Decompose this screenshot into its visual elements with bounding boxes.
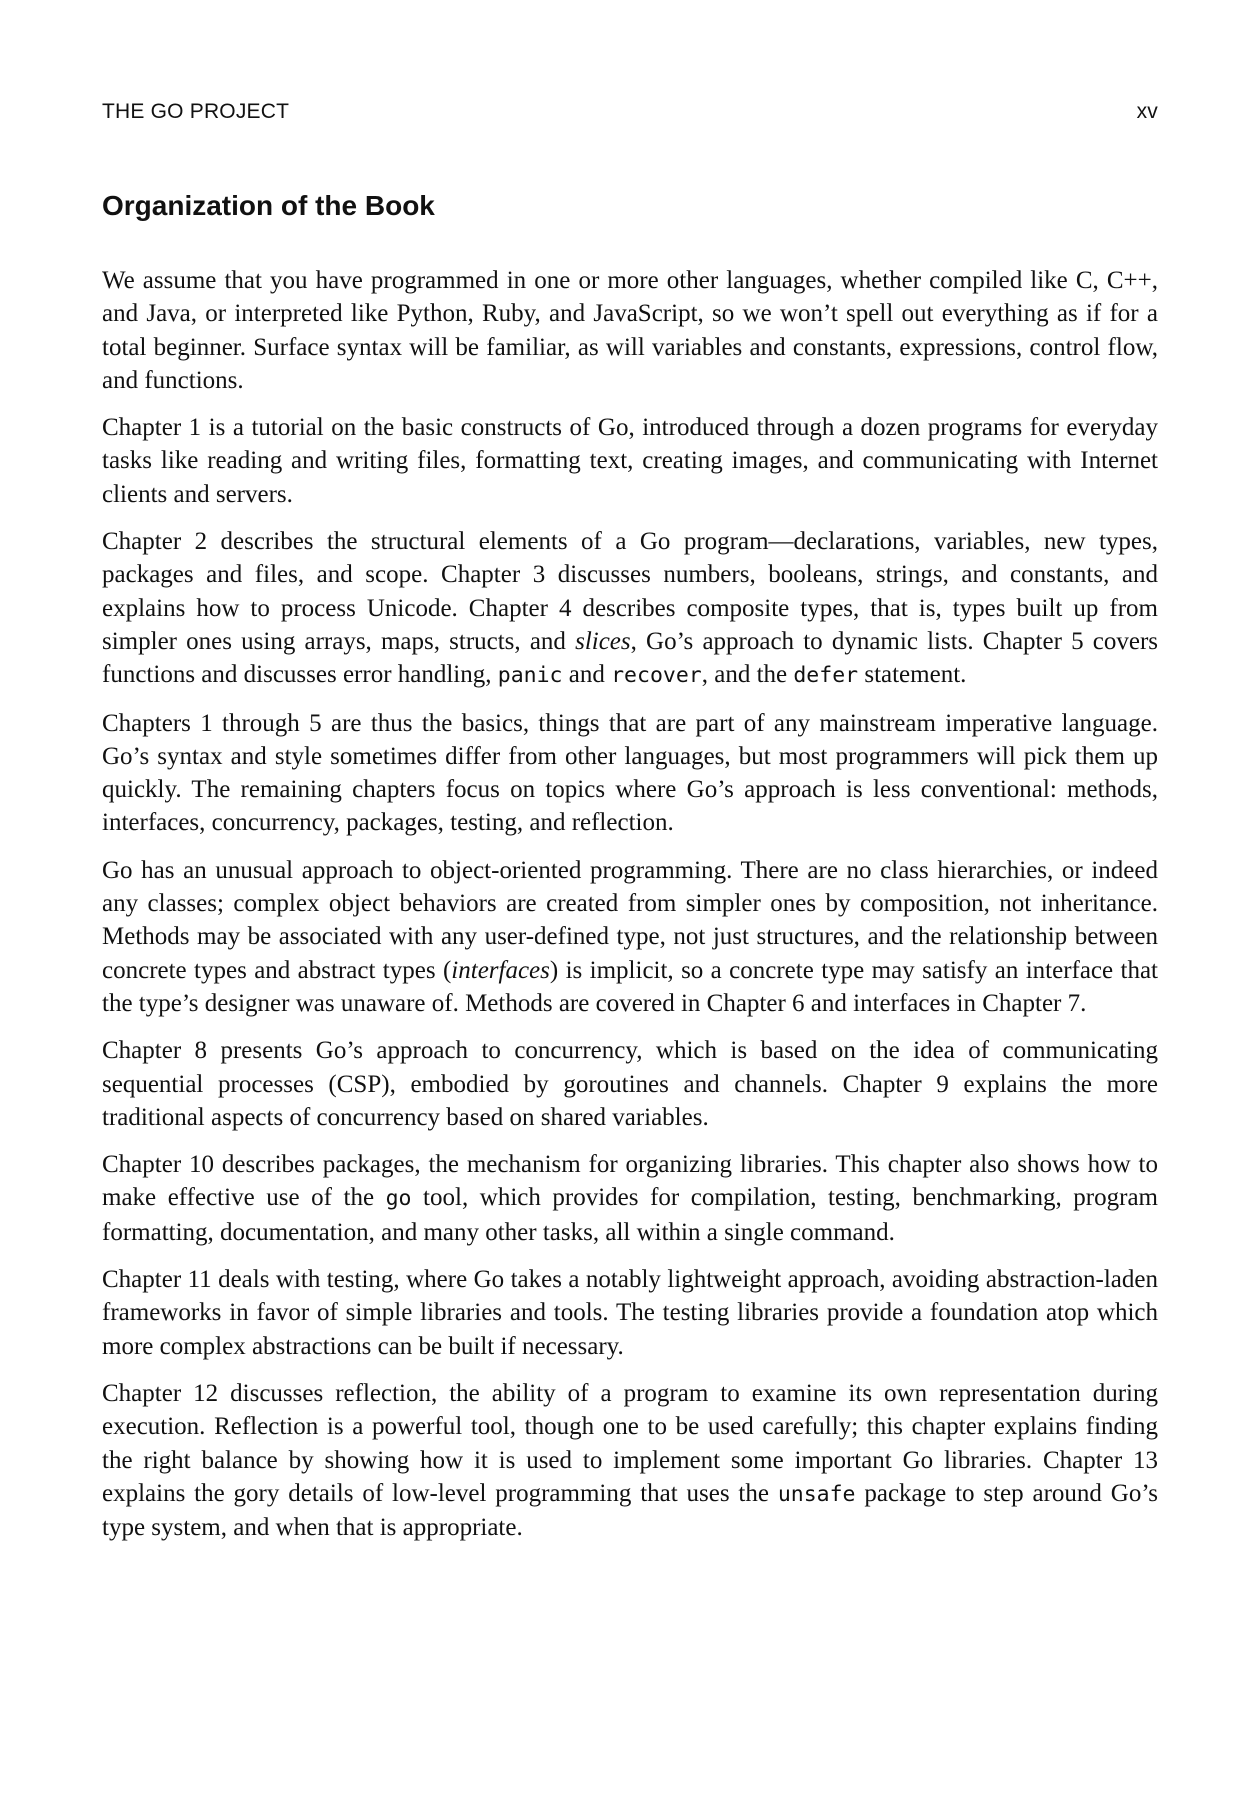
paragraph-1: We assume that you have programmed in one or more other languages, whether compiled like C, C++, and Java, or interpreted like Python, Ruby, and JavaScript, so we won’t spell out everything as if for a total beginner. Surface syntax will be familiar, as will variables and constants, expressions, control flow, and functions. xyxy=(102,267,1158,394)
section-heading: Organization of the Book xyxy=(102,190,435,221)
text-run: and xyxy=(562,661,612,689)
paragraph-7 xyxy=(102,1148,1158,1249)
paragraph-4: Chapters 1 through 5 are thus the basics, things that are part of any mainstream imperative language. Go’s syntax and style sometimes differ from other languages, but most programmers will pick them up quickly. The remaining chapters focus on topics where Go’s approach is less conventional: methods, interfaces, concurrency, packages, testing, and reflection. xyxy=(102,709,1158,837)
code-go: go xyxy=(385,1186,412,1212)
text-run: , Go’s approach to dynamic lists. Chapter 5 covers functions and discusses error handling, xyxy=(102,627,1158,689)
page-number: xv xyxy=(1136,100,1158,123)
code-defer: defer xyxy=(793,663,859,689)
running-head-title: THE GO PROJECT xyxy=(102,100,290,123)
text-run: statement. xyxy=(858,661,967,689)
running-head xyxy=(102,100,1158,128)
italic-term-interfaces: interfaces xyxy=(451,956,550,984)
text-run: Chapter 2 describes the structural elements of a Go program—declarations, variables, new types, packages and files, and scope. Chapter 3 discusses numbers, booleans, strings, and constants, and explains how to process Unicode. Chapter 4 describes composite types, that is, types built up from simpler ones using arrays, maps, structs, and xyxy=(102,528,1158,655)
paragraph-2: Chapter 1 is a tutorial on the basic constructs of Go, introduced through a dozen programs for everyday tasks like reading and writing files, formatting text, creating images, and communicating with Internet clients and servers. xyxy=(102,414,1158,508)
paragraph-8: Chapter 11 deals with testing, where Go takes a notably lightweight approach, avoiding abstraction-laden frameworks in favor of simple libraries and tools. The testing libraries provide a foundation atop which more complex abstractions can be built if necessary. xyxy=(102,1266,1158,1360)
text-run: Chapter 12 discusses reflection, the ability of a program to examine its own representation during execution. Reflection is a powerful tool, though one to be used carefully; this chapter explains finding the right balance by showing how it is used to implement some important Go libraries. Chapter 13 explains the gory details of low-level programming that uses the xyxy=(102,1379,1158,1507)
italic-term-slices: slices xyxy=(575,627,631,655)
code-recover: recover xyxy=(611,663,702,689)
text-run: ) is implicit, so a concrete type may satisfy an interface that the type’s designer was unaware of. Methods are covered in Chapter 6 and interfaces in Chapter 7. xyxy=(102,956,1159,1017)
paragraph-3 xyxy=(102,525,1158,692)
text-run: , and the xyxy=(701,661,794,689)
text-run: tool, which provides for compilation, testing, benchmarking, program formatting, documentation, and many other tasks, all within a single command. xyxy=(102,1184,1158,1246)
body-text xyxy=(102,264,1158,1558)
code-unsafe: unsafe xyxy=(777,1481,856,1507)
paragraph-9 xyxy=(102,1377,1158,1544)
text-run: package to step around Go’s type system, and when that is appropriate. xyxy=(102,1479,1158,1542)
code-panic: panic xyxy=(497,663,563,689)
paragraph-6: Chapter 8 presents Go’s approach to concurrency, which is based on the idea of communicating sequential processes (CSP), embodied by goroutines and channels. Chapter 9 explains the more traditional aspects of concurrency based on shared variables. xyxy=(102,1037,1158,1131)
paragraph-5 xyxy=(102,854,1158,1020)
text-run: Go has an unusual approach to object-oriented programming. There are no class hierarchies, or indeed any classes; complex object behaviors are created from simpler ones by composition, not inheritance. Methods may be associated with any user-defined type, not just structures, and the relationship between concrete types and abstract types ( xyxy=(102,856,1158,984)
text-run: Chapter 10 describes packages, the mechanism for organizing libraries. This chapter also shows how to make effective use of the xyxy=(102,1151,1158,1212)
